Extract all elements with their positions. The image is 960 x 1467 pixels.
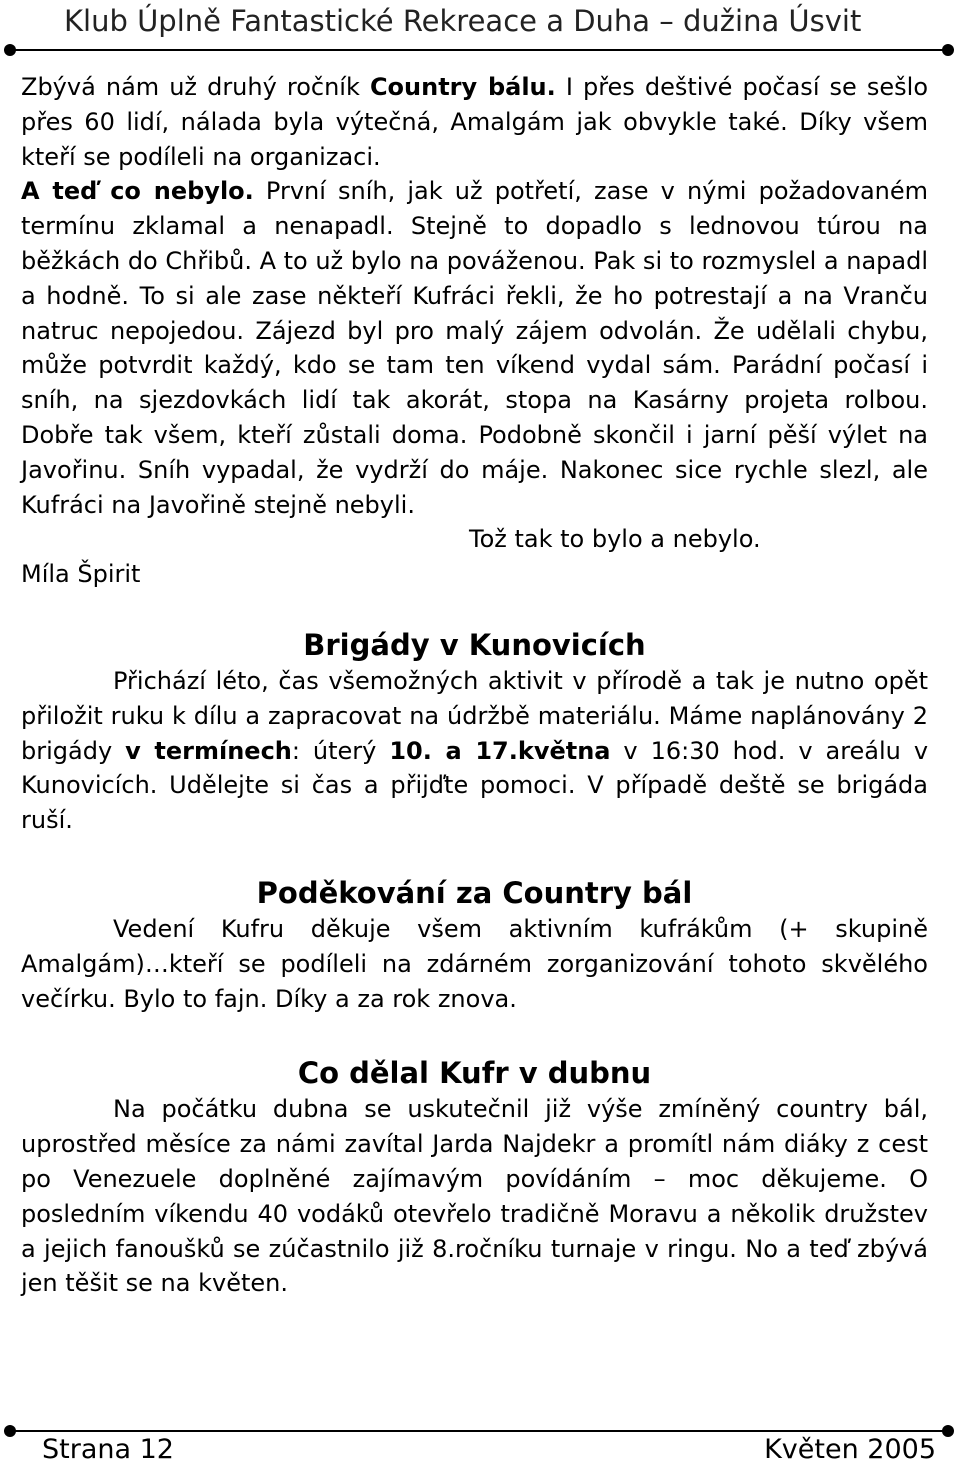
brigady-text: Přichází léto, čas všemožných aktivit v přírodě a tak je nutno opět přiložit ruku k dílu a zapracovat na údržbě materiálu. Máme naplánovány 2 brigády xyxy=(21,666,928,765)
section-title-brigady: Brigády v Kunovicích xyxy=(303,627,646,662)
footer-date: Květen 2005 xyxy=(764,1434,936,1465)
article1-paragraph2 xyxy=(21,174,928,522)
brigady-text: : úterý xyxy=(291,736,390,765)
article1-text: I přes deštivé počasí se sešlo přes 60 lidí, nálada byla výtečná, Amalgám jak obvykle také. Díky všem kteří se podíleli na organizaci. xyxy=(21,73,928,171)
article1-text: Zbývá nám už druhý ročník xyxy=(21,73,370,101)
brigady-text: v 16:30 hod. v areálu v Kunovicích. Udělejte si čas a přijďte pomoci. V případě deště se brigáda ruší. xyxy=(21,736,929,835)
article1-signature: Míla Špirit xyxy=(21,560,141,589)
brigady-bold-terms: v termínech xyxy=(125,736,292,765)
section-title-duben: Co dělal Kufr v dubnu xyxy=(297,1056,652,1091)
article1-text: První sníh, jak už potřetí, zase v nými požadovaném termínu zklamal a nenapadl. Stejně to dopadlo s lednovou túrou na běžkách do Chřibů. A to už bylo na pováženou. Pak si to rozmyslel a napadl a hodně. To si ale zase někteří Kufráci řekli, že ho potrestají a na Vranču natruc nepojedou. Zájezd byl pro malý zájem odvolán. Že udělali chybu, může potvrdit každý, kdo se tam ten víkend vydal sám. Parádní počasí i sníh, na sjezdovkách lidí tak akorát, stopa na Kasárny projeta rolbou. Dobře tak všem, kteří zůstali doma. Podobně skončil i jarní pěší výlet na Javořinu. Sníh vypadal, že vydrží do máje. Nakonec sice rychle slezl, ale Kufráci na Javořině stejně nebyli. xyxy=(21,177,928,519)
section-duben-text: Na počátku dubna se uskutečnil již výše zmíněný country bál, uprostřed měsíce za námi zavítal Jarda Najdekr a promítl nám diáky z cest po Venezuele doplněné zajímavým povídáním – moc děkujeme. O posledním víkendu 40 vodáků otevřelo tradičně Moravu a několik družstev a jejich fanoušků se zúčastnilo již 8.ročníku turnaje v ringu. No a teď zbývá jen těšit se na květen. xyxy=(21,1095,928,1298)
header-title: Klub Úplně Fantastické Rekreace a Duha – dužina Úsvit xyxy=(64,4,862,38)
footer-divider xyxy=(10,1430,948,1432)
article1-bold-country-bal: Country bálu. xyxy=(369,73,556,101)
article1-closing: Tož tak to bylo a nebylo. xyxy=(469,525,761,554)
article1-paragraph1 xyxy=(21,70,928,174)
footer-page-number: Strana 12 xyxy=(42,1434,174,1465)
section-title-podekovani: Poděkování za Country bál xyxy=(256,875,693,910)
brigady-bold-dates: 10. a 17.května xyxy=(389,736,611,765)
header-divider xyxy=(10,49,948,51)
article1-bold-heading: A teď co nebylo. xyxy=(21,177,254,206)
section-podekovani-text: Vedení Kufru děkuje všem aktivním kufrákům (+ skupině Amalgám)…kteří se podíleli na zdárném zorganizování tohoto skvělého večírku. Bylo to fajn. Díky a za rok znova. xyxy=(21,914,928,1013)
page-content xyxy=(21,70,928,1301)
section-brigady-text xyxy=(21,664,928,838)
